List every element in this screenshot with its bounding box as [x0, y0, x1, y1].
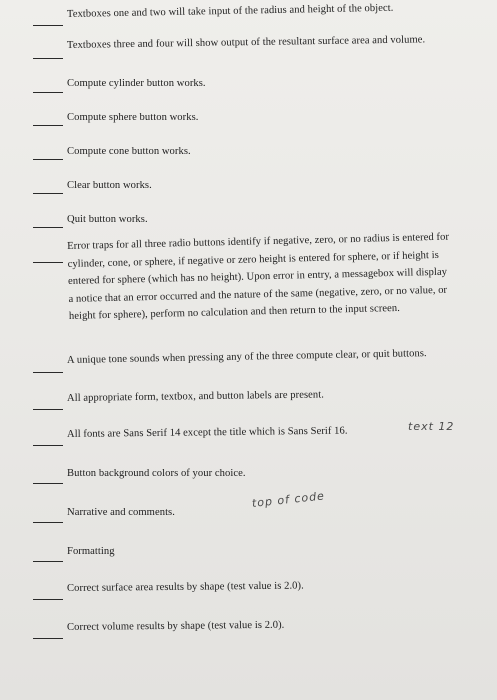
checklist-item-text: A unique tone sounds when pressing any of the three compute clear, or quit buttons.	[66, 348, 427, 366]
checkbox-blank	[33, 262, 63, 263]
checkbox-blank	[33, 58, 63, 59]
checklist-item-text: Narrative and comments.	[67, 507, 175, 518]
text-line: entered for sphere (which has no height). Upon error in entry, a messagebox will display	[67, 266, 448, 288]
checklist-item-text: Compute sphere button works.	[67, 112, 199, 123]
checklist-item-text: Textboxes one and two will take input of the radius and height of the object.	[66, 2, 394, 20]
checkbox-blank	[33, 483, 63, 484]
checklist-item-text: Formatting	[67, 546, 115, 557]
checkbox-blank	[33, 599, 63, 600]
checkbox-blank	[33, 522, 63, 523]
checkbox-blank	[33, 561, 63, 562]
checklist-item-text: All appropriate form, textbox, and button labels are present.	[66, 389, 324, 404]
checklist-item-text: Clear button works.	[67, 180, 152, 191]
checklist-item-text: Button background colors of your choice.	[67, 468, 246, 479]
checklist-item-text: Correct surface area results by shape (test value is 2.0).	[66, 580, 304, 594]
checklist-item-text: Textboxes three and four will show output of the resultant surface area and volume.	[66, 34, 426, 51]
text-line: cylinder, cone, or sphere, if negative or zero height is entered for sphere, or if height is	[67, 249, 439, 270]
checklist-item-text	[67, 228, 497, 326]
checkbox-blank	[33, 227, 63, 228]
checkbox-blank	[33, 638, 63, 639]
handwritten-note: text 12	[408, 420, 455, 433]
checkbox-blank	[33, 193, 63, 194]
checklist-item-text: Correct volume results by shape (test value is 2.0).	[66, 619, 285, 633]
checklist-item-text: All fonts are Sans Serif 14 except the title which is Sans Serif 16.	[66, 425, 348, 440]
checkbox-blank	[33, 25, 63, 26]
text-line: a notice that an error occurred and the nature of the same (negative, zero, or no value, or	[68, 284, 448, 305]
checkbox-blank	[33, 159, 63, 160]
checklist-item-text: Compute cylinder button works.	[67, 78, 206, 89]
checkbox-blank	[33, 445, 63, 446]
checklist-item-text: Compute cone button works.	[67, 146, 191, 157]
checkbox-blank	[33, 409, 63, 410]
checkbox-blank	[33, 92, 63, 93]
text-line: height for sphere), perform no calculation and then return to the input screen.	[68, 303, 401, 323]
checkbox-blank	[33, 125, 63, 126]
checkbox-blank	[33, 372, 63, 373]
checklist-item-text: Quit button works.	[67, 214, 148, 225]
text-line: Error traps for all three radio buttons identify if negative, zero, or no radius is entered for	[67, 231, 450, 252]
handwritten-note: top of code	[251, 489, 326, 510]
